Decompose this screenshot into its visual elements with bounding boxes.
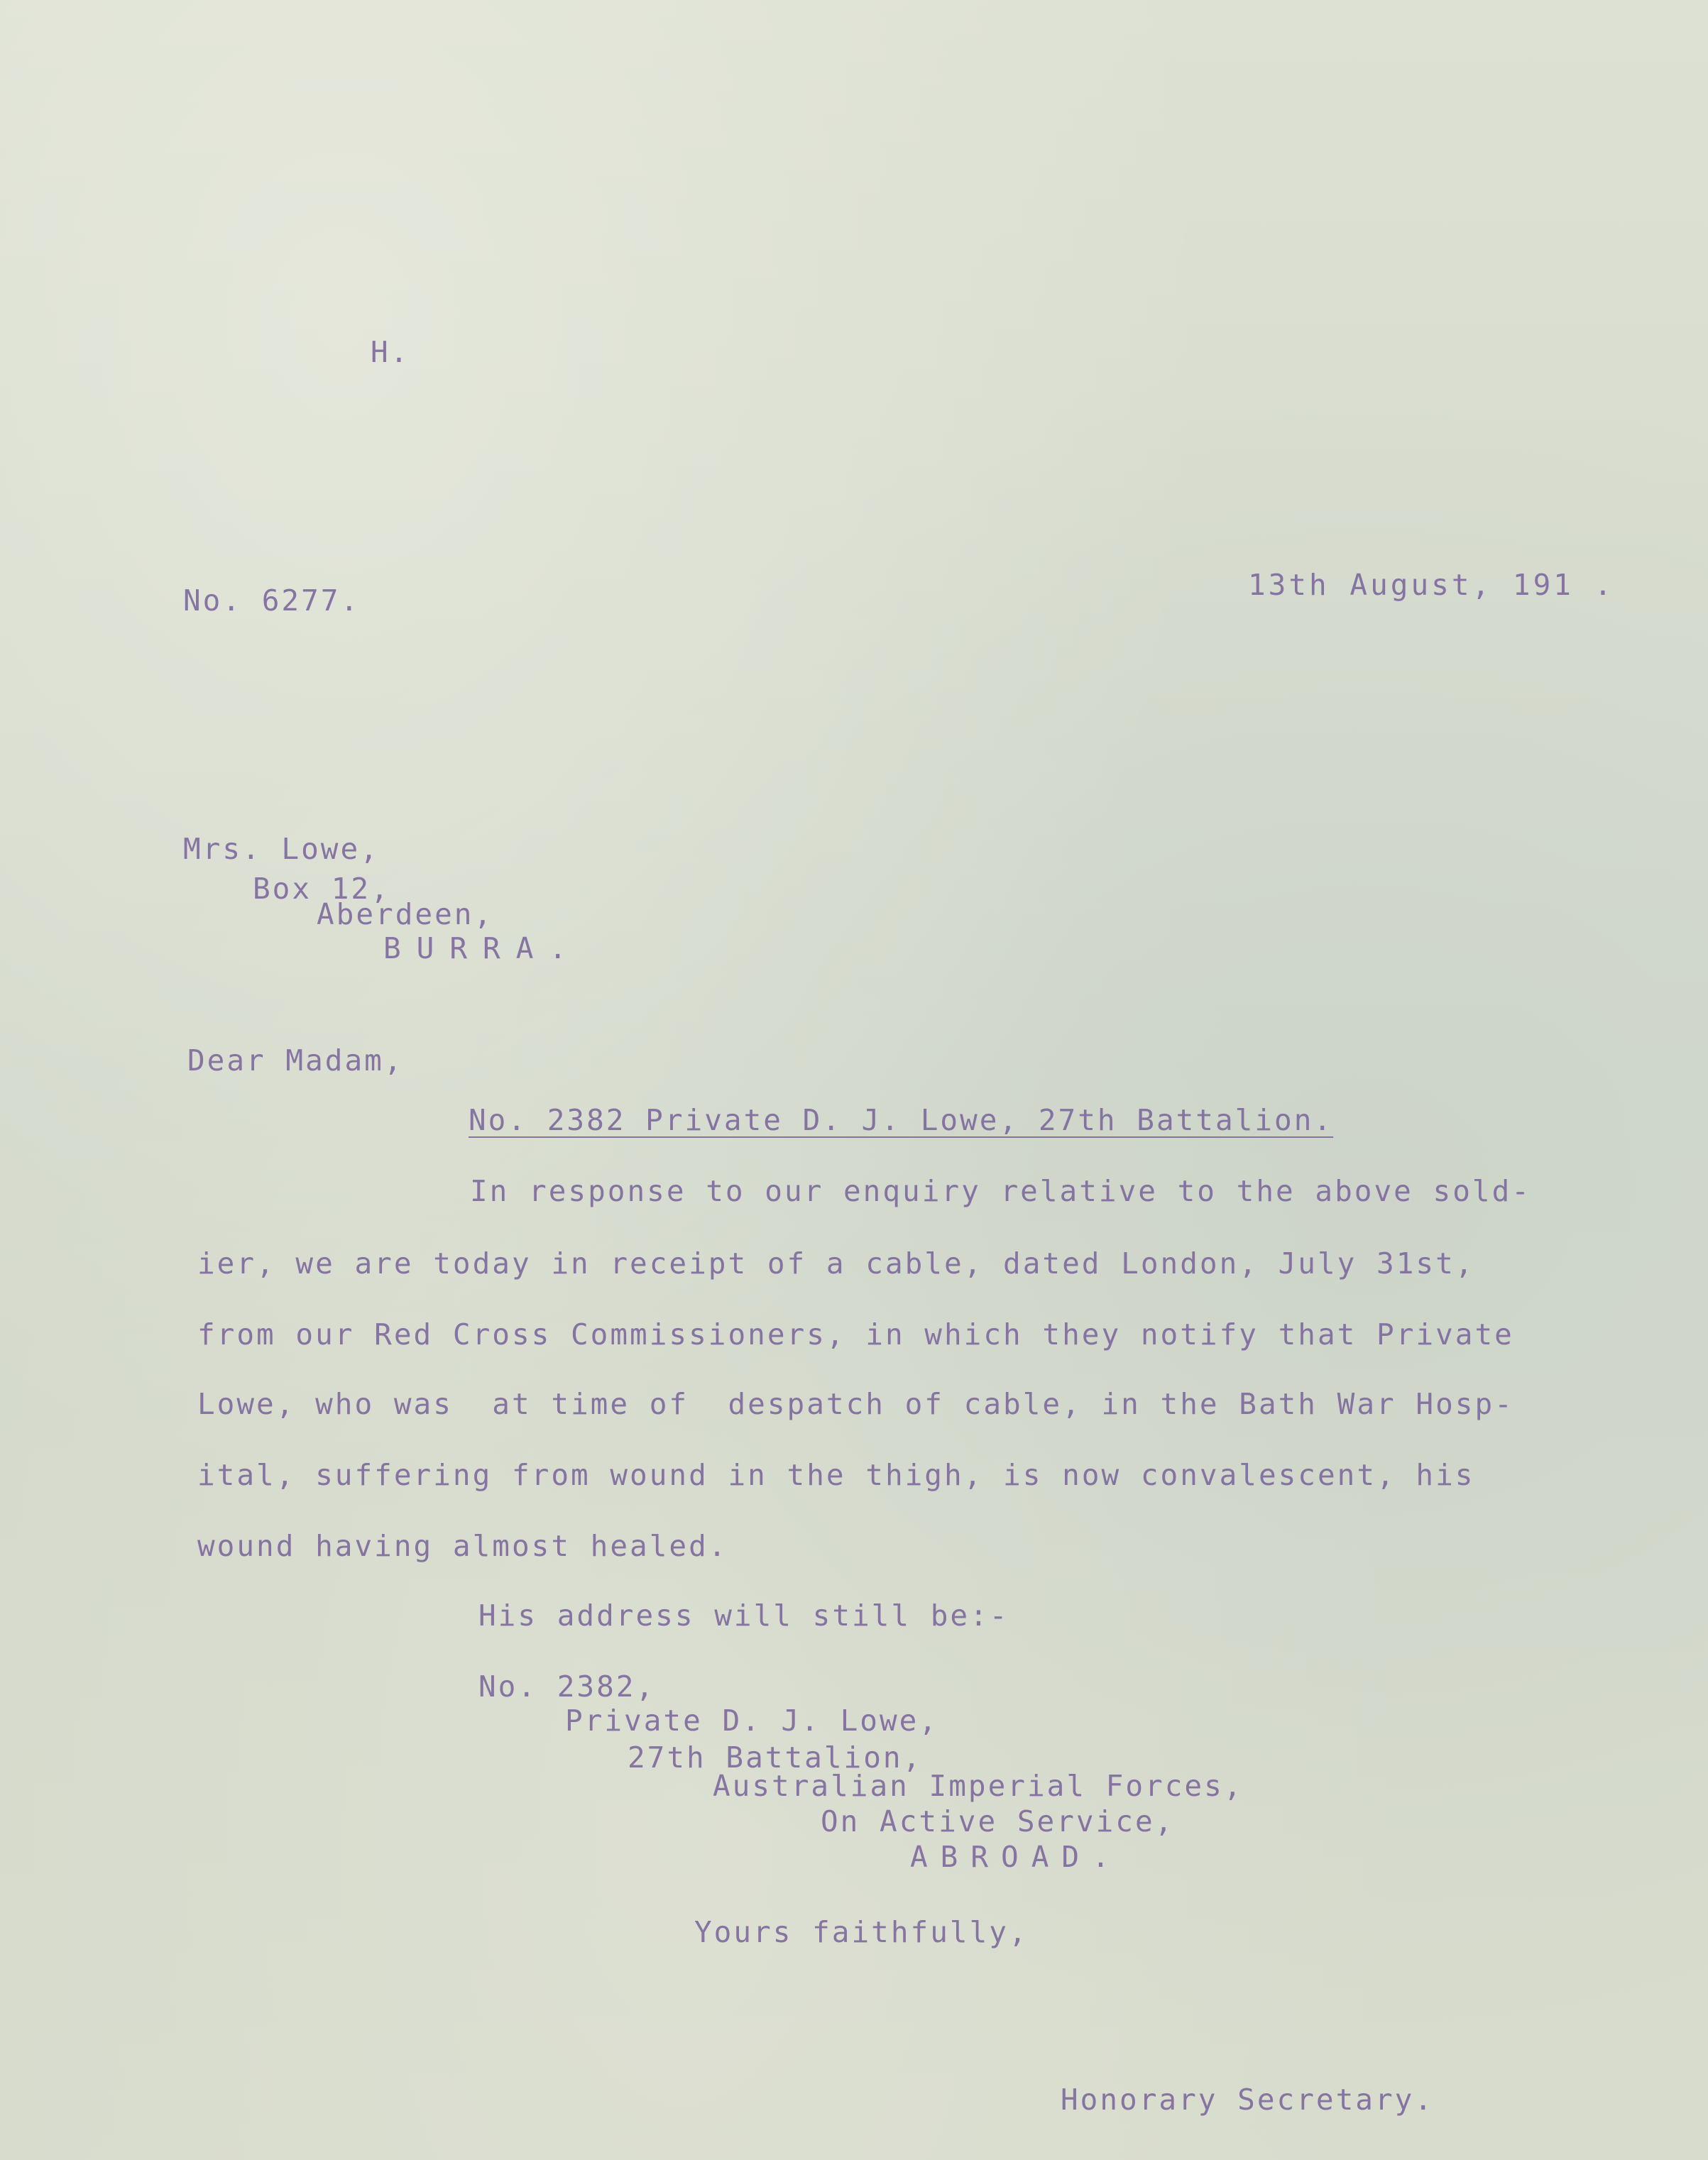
soldier-location: ABROAD.: [910, 1840, 1122, 1874]
soldier-number: No. 2382,: [478, 1670, 656, 1704]
body-line: ital, suffering from wound in the thigh, is now convalescent, his: [197, 1458, 1475, 1492]
salutation: Dear Madam,: [187, 1043, 404, 1078]
soldier-force: Australian Imperial Forces,: [713, 1769, 1244, 1803]
subject-line: No. 2382 Private D. J. Lowe, 27th Battalion.: [469, 1103, 1334, 1137]
addressee-name: Mrs. Lowe,: [183, 832, 380, 866]
letter-date: 13th August, 191 .: [1248, 568, 1615, 602]
soldier-name: Private D. J. Lowe,: [565, 1704, 938, 1738]
addressee-town: Aberdeen,: [317, 897, 494, 931]
body-line: Lowe, who was at time of despatch of cable, in the Bath War Hosp-: [197, 1387, 1514, 1421]
body-line: In response to our enquiry relative to the above sold-: [470, 1174, 1531, 1208]
signatory-title: Honorary Secretary.: [1061, 2083, 1434, 2117]
body-line: from our Red Cross Commissioners, in which they notify that Private: [197, 1317, 1514, 1352]
body-line: ier, we are today in receipt of a cable, dated London, July 31st,: [197, 1246, 1475, 1281]
addressee-box: Box 12,: [253, 872, 390, 906]
reference-number: No. 6277.: [183, 583, 361, 618]
body-line: wound having almost healed.: [197, 1529, 728, 1563]
closing: Yours faithfully,: [694, 1915, 1029, 1949]
file-mark: H.: [371, 335, 410, 369]
soldier-service: On Active Service,: [821, 1804, 1175, 1838]
address-intro: His address will still be:-: [478, 1599, 1009, 1633]
soldier-unit: 27th Battalion,: [628, 1740, 923, 1775]
addressee-district: BURRA.: [383, 931, 583, 965]
